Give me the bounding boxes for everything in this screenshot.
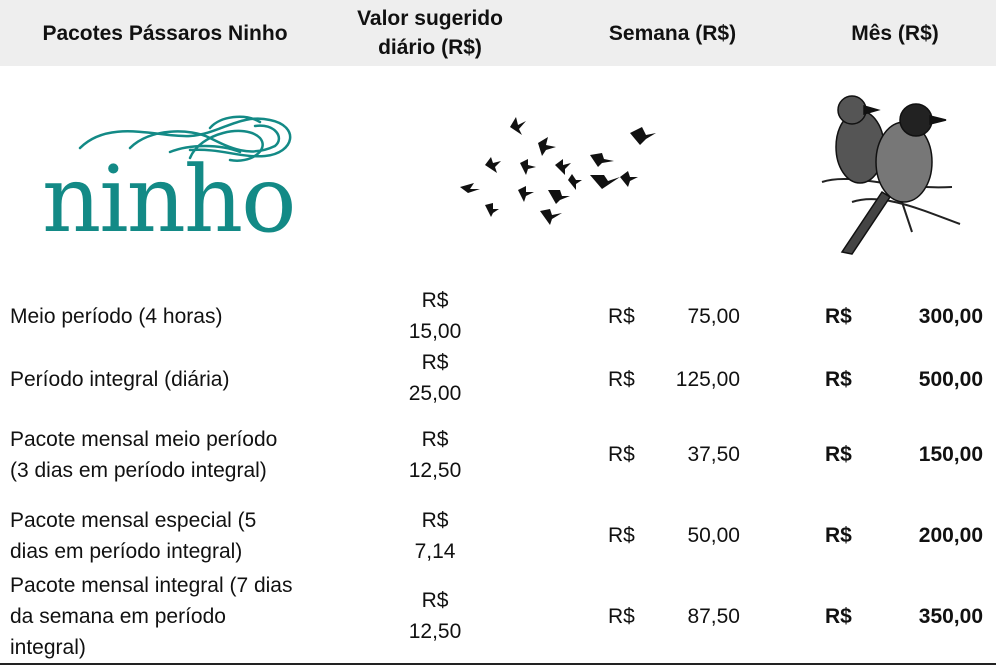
ninho-logo (30, 108, 300, 253)
header-daily-line2: diário (R$) (378, 36, 482, 59)
row-package-name: Meio período (4 horas) (10, 305, 223, 328)
row-daily-value: R$ 25,00 (408, 351, 462, 405)
row-month-currency: R$ (825, 443, 852, 466)
row-week-currency: R$ (608, 524, 635, 547)
row-week-currency: R$ (608, 368, 635, 391)
header-packages: Pacotes Pássaros Ninho (42, 21, 288, 45)
row-week-value: 37,50 (687, 443, 740, 466)
row-daily-value: R$ 12,50 (408, 428, 462, 482)
row-package-name: Pacote mensal meio período (3 dias em período integral) (10, 428, 278, 482)
row-month-value: 300,00 (918, 305, 983, 328)
row-week-value: 87,50 (687, 605, 740, 628)
row-package-name: Pacote mensal especial (5 dias em período integral) (10, 509, 257, 563)
header-month: Mês (R$) (851, 21, 939, 45)
row-month-currency: R$ (825, 605, 852, 628)
row-week-currency: R$ (608, 443, 635, 466)
row-week-value: 50,00 (687, 524, 740, 547)
row-daily-value: R$ 12,50 (408, 589, 462, 643)
row-package-name: Pacote mensal integral (7 dias da semana em período integral) (10, 574, 293, 659)
finch-pair-illustration (812, 92, 962, 260)
row-week-currency: R$ (608, 305, 635, 328)
row-month-currency: R$ (825, 524, 852, 547)
row-week-currency: R$ (608, 605, 635, 628)
table-header (0, 0, 996, 66)
row-week-value: 75,00 (687, 305, 740, 328)
row-week-value: 125,00 (675, 368, 740, 391)
logo-wordmark: ninho (42, 146, 295, 253)
table-bottom-rule (0, 663, 996, 665)
row-package-name: Período integral (diária) (10, 368, 230, 391)
header-daily-line1: Valor sugerido (357, 7, 503, 30)
row-month-value: 500,00 (918, 368, 983, 391)
row-month-currency: R$ (825, 368, 852, 391)
header-week: Semana (R$) (608, 21, 737, 45)
row-month-currency: R$ (825, 305, 852, 328)
row-daily-value: R$ 7,14 (414, 509, 456, 563)
row-month-value: 150,00 (918, 443, 983, 466)
row-daily-value: R$ 15,00 (408, 289, 462, 343)
row-month-value: 200,00 (918, 524, 983, 547)
row-month-value: 350,00 (918, 605, 983, 628)
header-daily (330, 0, 530, 66)
flying-birds-illustration (440, 105, 670, 235)
